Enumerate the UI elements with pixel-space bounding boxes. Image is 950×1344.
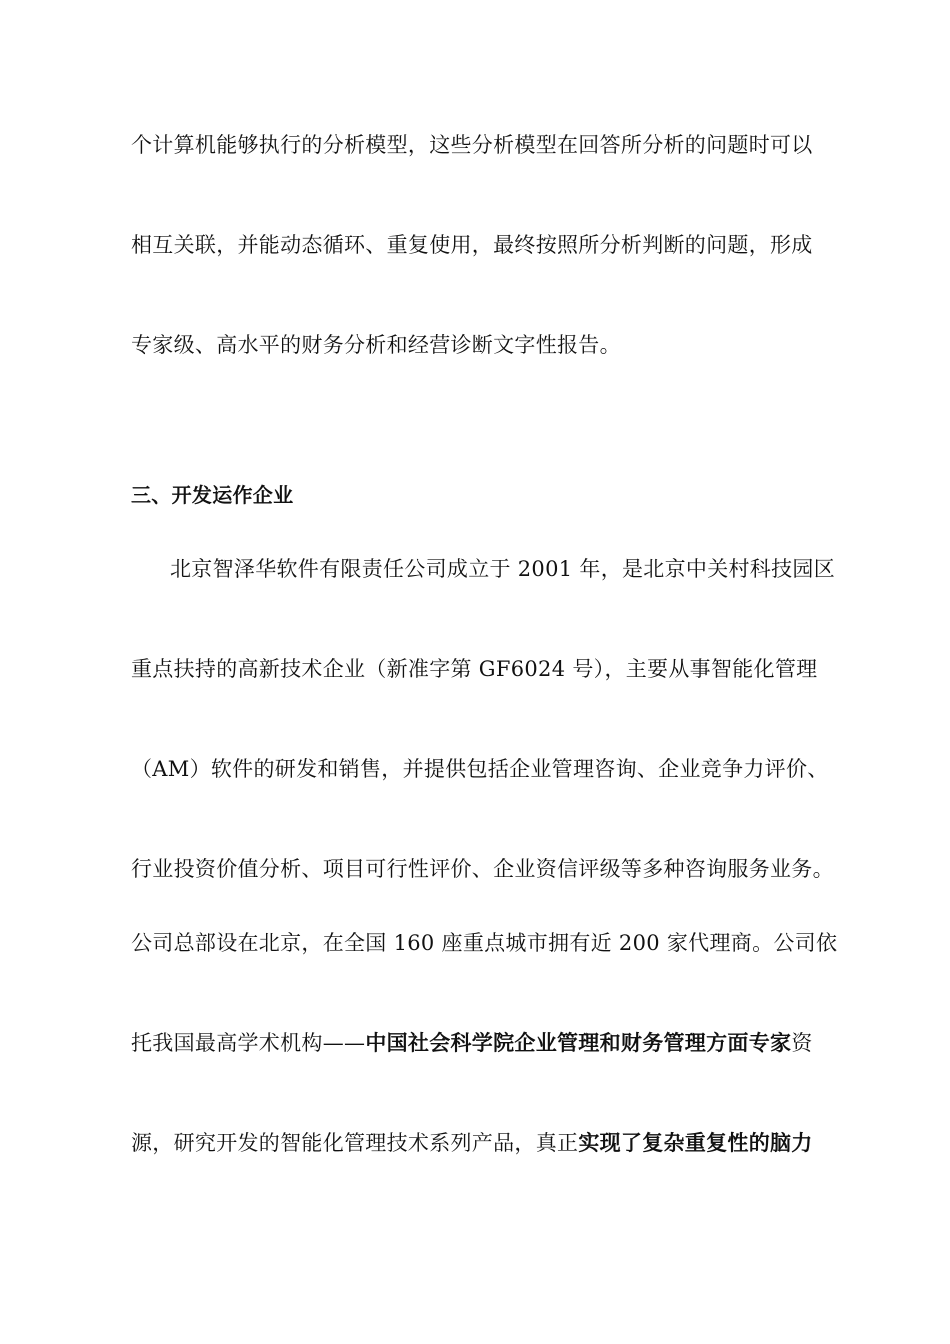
paragraph-2-line-3: （AM）软件的研发和销售，并提供包括企业管理咨询、企业竞争力评价、 bbox=[131, 757, 829, 781]
paragraph-2-line-6 bbox=[131, 1029, 861, 1057]
paragraph-2-line-1: 北京智泽华软件有限责任公司成立于 2001 年，是北京中关村科技园区 bbox=[170, 557, 835, 581]
line-7-bold-text: 实现了复杂重复性的脑力 bbox=[578, 1131, 813, 1155]
paragraph-2-line-2: 重点扶持的高新技术企业（新准字第 GF6024 号），主要从事智能化管理 bbox=[131, 657, 818, 681]
line-6-bold-text: 中国社会科学院企业管理和财务管理方面专家 bbox=[365, 1031, 792, 1055]
line-6-start-text: 托我国最高学术机构—— bbox=[131, 1031, 366, 1055]
line-6-end-text: 资 bbox=[791, 1031, 813, 1055]
paragraph-1-line-1: 个计算机能够执行的分析模型，这些分析模型在回答所分析的问题时可以 bbox=[131, 133, 813, 157]
paragraph-2-line-4: 行业投资价值分析、项目可行性评价、企业资信评级等多种咨询服务业务。 bbox=[131, 857, 834, 881]
paragraph-1-line-3: 专家级、高水平的财务分析和经营诊断文字性报告。 bbox=[131, 333, 621, 357]
paragraph-1-line-2: 相互关联，并能动态循环、重复使用，最终按照所分析判断的问题，形成 bbox=[131, 233, 813, 257]
line-7-start-text: 源，研究开发的智能化管理技术系列产品，真正 bbox=[131, 1131, 579, 1155]
paragraph-2-line-7 bbox=[131, 1129, 861, 1157]
section-heading: 三、开发运作企业 bbox=[131, 483, 294, 507]
paragraph-2-line-5: 公司总部设在北京，在全国 160 座重点城市拥有近 200 家代理商。公司依 bbox=[131, 931, 838, 955]
